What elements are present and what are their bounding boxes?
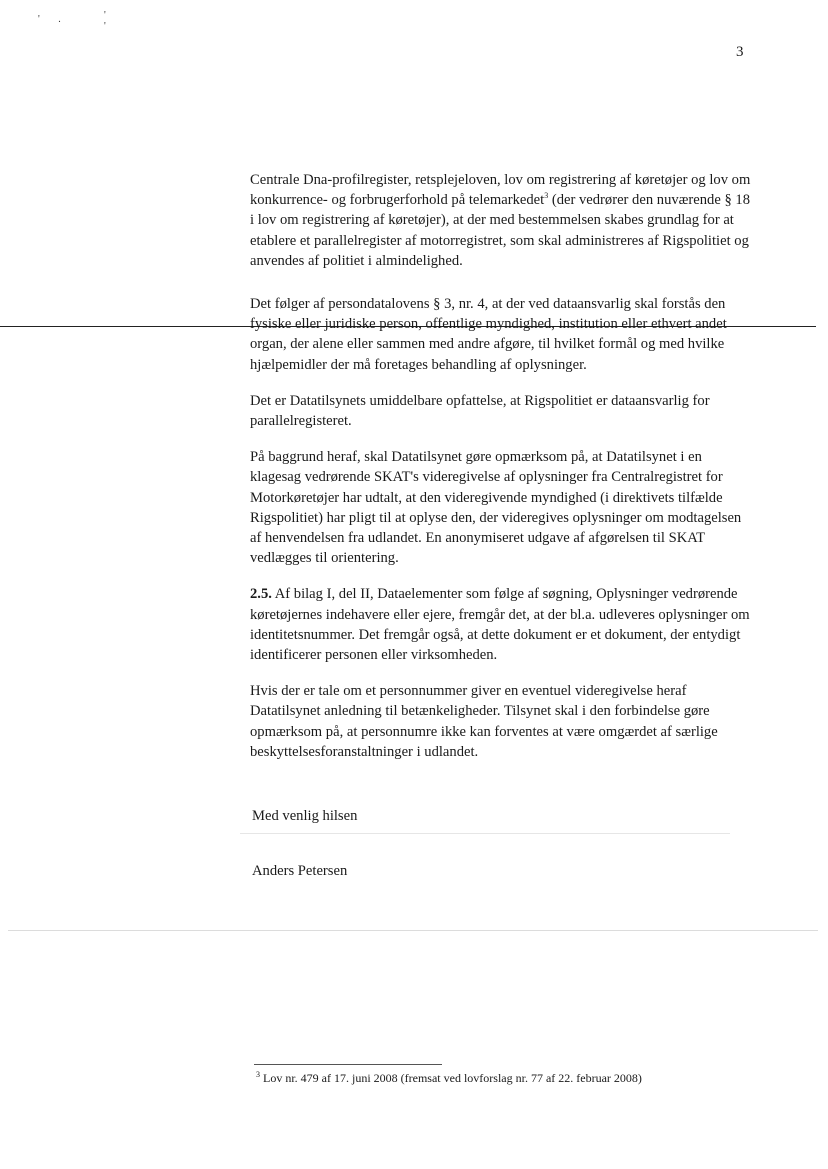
faint-divider-wide (8, 930, 818, 931)
paragraph-1-continuation: (der vedrører den nuværende § 18 i lov om registrering af køretøjer), at der med bestemmelsen skabes grundlag for at etablere et parallelregister af motorregistret, som skal administreres af Rigspolitiet og anvendes af politiet i almindelighed. (250, 192, 750, 269)
footnote-reference: 3 (544, 191, 549, 201)
letter-body (250, 170, 756, 778)
faint-divider (240, 833, 730, 834)
page-number: 3 (736, 44, 744, 60)
footnote-divider (254, 1064, 442, 1065)
closing-greeting: Med venlig hilsen (252, 808, 358, 824)
scan-speck-right: ' ' (104, 10, 114, 32)
paragraph-6: Hvis der er tale om et personnummer giver en eventuel videregivelse heraf Datatilsynet anledning til betænkeligheder. Tilsynet skal i den forbindelse gøre opmærksom på, at personnumre ikke kan forventes at være omgærdet af særlige beskyttelsesforanstaltninger i udlandet. (250, 683, 718, 760)
scan-specks (38, 10, 114, 32)
footnote-text: Lov nr. 479 af 17. juni 2008 (fremsat ved lovforslag nr. 77 af 22. februar 2008) (260, 1071, 642, 1085)
paragraph-5-text: Af bilag I, del II, Dataelementer som følge af søgning, Oplysninger vedrørende køretøjernes indehavere eller ejere, fremgår det, at der bl.a. udleveres oplysninger om identitetsnummer. Det fremgår også, at dette dokument er et dokument, der entydigt identificerer personen eller virksomheden. (250, 586, 750, 664)
paragraph-3: Det er Datatilsynets umiddelbare opfattelse, at Rigspolitiet er dataansvarlig for parallelregisteret. (250, 392, 710, 430)
paragraph-1 (250, 170, 756, 271)
paragraph-2: Det følger af persondatalovens § 3, nr. 4, at der ved dataansvarlig skal forstås den fysiske eller juridiske person, offentlige myndighed, institution eller ethvert andet organ, der alene eller sammen med andre afgøre, til hvilket formål og med hvilke hjælpemidler der må foretages behandling af oplysninger. (250, 296, 727, 373)
footnote-marker: 3 (256, 1070, 260, 1079)
paragraph-1-text: Centrale Dna-profilregister, retsplejeloven, lov om registrering af køretøjer og lov om konkurrence- og forbrugerforhold på telemarkedet (250, 172, 751, 209)
paragraph-5 (250, 584, 756, 665)
footnote (256, 1071, 642, 1086)
section-number: 2.5. (250, 586, 272, 603)
scan-speck-left: ' . (38, 14, 69, 25)
signature-name: Anders Petersen (252, 863, 348, 879)
paragraph-4: På baggrund heraf, skal Datatilsynet gøre opmærksom på, at Datatilsynet i en klagesag vedrørende SKAT's videregivelse af oplysninger fra Centralregistret for Motorkøretøjer har udtalt, at den videregivende myndighed (i direktivets tilfælde Rigspolitiet) har pligt til at oplyse den, der videregives oplysninger om modtagelsen af henvendelsen fra udlandet. En anonymiseret udgave af afgørelsen til SKAT vedlægges til orientering. (250, 449, 742, 567)
